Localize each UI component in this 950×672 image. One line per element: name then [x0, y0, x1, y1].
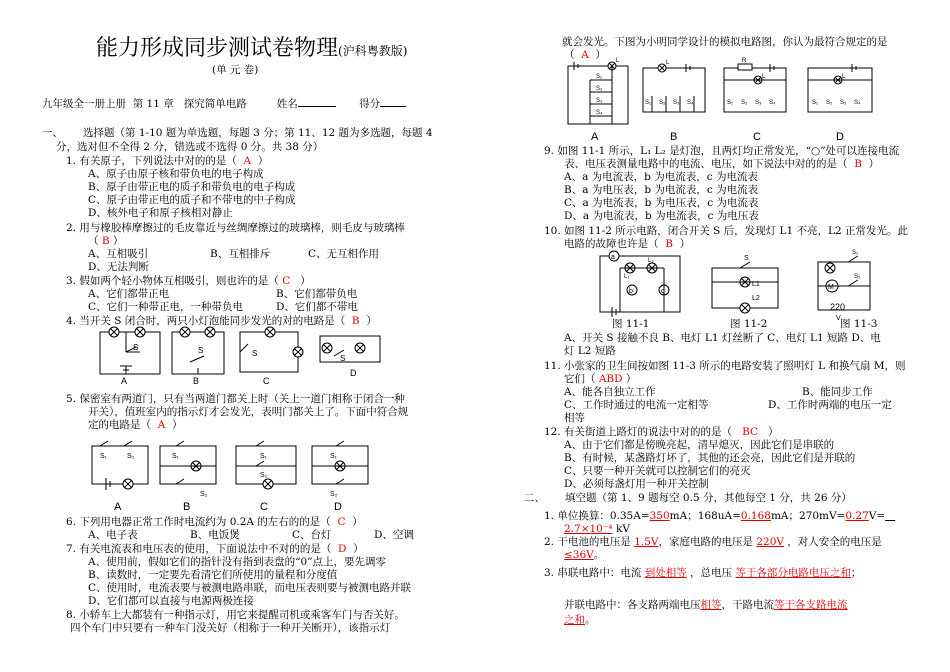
q8-a-s2: S₂ [596, 86, 603, 92]
section1-line1: 一、 选择题（第 1-10 题为单选题，每题 3 分；第 11、12 题为多选题，每题 4 [42, 127, 433, 139]
q1-option-c: C、原子由带正电的质子和不带电的中子构成 [88, 194, 296, 206]
q4-d-switch: S [340, 354, 346, 363]
q6-option-d: D、空调 [374, 529, 414, 541]
q8-a-s3: S₃ [596, 98, 603, 104]
q12-option-c: C、只要一种开关就可以控制它们的亮灭 [564, 465, 751, 477]
q7-option-d: D、它们都可以直接与电源两极连接 [88, 595, 254, 607]
q3-option-b: B、它们都带负电 [276, 288, 358, 300]
q8-c-res: R [742, 58, 747, 64]
q4-label-a: A [121, 376, 128, 386]
fig1-caption: 图 11-1 [612, 318, 650, 330]
q8-c-s1: S₁ [727, 100, 734, 106]
fill2-line2: ≤36V。 [564, 549, 605, 561]
fig1-l1: L₁ [624, 274, 630, 280]
fig3-voltage: 220 [830, 302, 846, 312]
q11-option-b: B、能同步工作 [802, 386, 873, 398]
q12-stem: 12. 有关街道上路灯的说法中对的的是（ BC ） [544, 426, 779, 438]
q4-label-d: D [350, 368, 357, 378]
q10-options-line1: A、开关 S 接触不良 B、电灯 L1 灯丝断了 C、电灯 L1 短路 D、电 [564, 332, 881, 344]
q4-a-switch: S [133, 343, 139, 352]
q12-option-a: A、由于它们都是傍晚亮起，清早熄灭，因此它们是串联的 [564, 439, 835, 451]
fig1-l2: L₂ [648, 258, 654, 264]
q4-stem: 4. 当开关 S 闭合时，两只小灯泡能同步发光的对的电路是（ B ） [66, 315, 377, 327]
q7-option-c: C、使用时，电流表要与被测电路串联，而电压表则要与被测电路并联 [88, 582, 412, 594]
q6-stem: 6. 下列用电器正常工作时电流约为 0.2A 的左右的的是（ C ） [66, 516, 363, 528]
q5-line1: 5. 保密室有两道门，只有当两道门都关上时（关上一道门相称于闭合一种 [66, 393, 405, 405]
q8-d-s2: S₂ [826, 100, 833, 106]
q8-b-s2: S₂ [659, 100, 666, 106]
q9-option-d: D、a 为电流表，b 为电流表，c 为电压表 [564, 210, 759, 222]
q9-option-b: B、a 为电压表，b 为电流表，c 为电流表 [564, 184, 759, 196]
q9-line1: 9. 如图 11-1 所示，L₁ L₂ 是灯泡，且两灯均正常发光，“○”处可以连接电流 [544, 145, 900, 157]
q5-line3: 定的电路是（ A ） [88, 419, 183, 431]
q8-answer: （ A ） [564, 49, 606, 61]
q7-stem: 7. 有关电流表和电压表的使用，下面说法中不对的的是（ D ） [66, 543, 364, 555]
q3-option-a: A、它们都带正电 [88, 288, 170, 300]
fill2-line1: 2. 干电池的电压是 1.5V，家庭电路的电压是 220V ，对人安全的电压是 [544, 536, 882, 548]
q8-label-d: D [836, 131, 844, 143]
fig2-caption: 图 11-2 [730, 318, 768, 330]
q3-option-d: D、它们都不带电 [276, 301, 358, 313]
q4-label-c: C [263, 376, 270, 386]
fig1-a: a [611, 254, 615, 261]
q8-label-a: A [591, 131, 599, 143]
q3-stem: 3. 假如两个轻小物体互相吸引，则也许的是（ C ） [66, 275, 311, 287]
q10-line2: 电路的故障也许是（ B ） [564, 238, 691, 250]
q6-option-b: B、电饭煲 [190, 529, 240, 541]
q5-c-s1: S₁ [260, 453, 268, 460]
q8-b-s4: S₄ [687, 100, 694, 106]
fill3-line1: 3. 串联电路中：电流 到处相等 ，总电压 等于各部分电路电压之和； [544, 567, 862, 579]
q8-a-lamp: L [616, 58, 620, 64]
q9-option-c: C、a 为电流表，b 为电压表，c 为电流表 [564, 197, 759, 209]
q5-b-s2: S₂ [200, 491, 208, 498]
q11-line1: 11. 小张家的卫生间按如图 11-3 所示的电路安装了照明灯 L 和换气扇 M，则 [544, 360, 906, 372]
q8-c-s3: S₃ [755, 100, 762, 106]
q8-c-lamp: L [762, 74, 766, 80]
q7-option-b: B、读数时，一定要先看清它们所使用的量程和分度值 [88, 569, 338, 581]
fig3-s2: S₂ [854, 274, 861, 280]
fig3-voltage-unit: V [836, 315, 841, 322]
q1-option-b: B、原子由带正电的质子和带负电的电子构成 [88, 181, 296, 193]
q8-c-s2: S₂ [741, 100, 748, 106]
q7-option-a: A、使用前，假如它们的指针没有指到表盘的“0”点上，要先调零 [88, 556, 386, 568]
q4-label-b: B [193, 376, 200, 386]
q2-answer: （ B ） [88, 235, 124, 247]
q8-a-s1: S₁ [596, 74, 603, 80]
q8-a-s4: S₄ [596, 110, 603, 116]
fill1-line2: 2.7×10⁻⁴ kV [564, 523, 630, 535]
q5-label-b: B [183, 501, 191, 513]
q5-label-a: A [114, 501, 122, 513]
section1-line2: 分，选对但不全得 2 分，错选或不选得 0 分。共 38 分） [56, 141, 324, 153]
fig1-c: c [661, 288, 665, 295]
q10-line1: 10. 如图 11-2 所示电路，闭合开关 S 后，发现灯 L1 不亮，L2 正常发光。此 [544, 225, 908, 237]
q11-line2: 它们（ ABD ） [564, 373, 637, 385]
q12-option-b: B、有时候，某盏路灯坏了，其他的还会亮，因此它们是并联的 [564, 452, 856, 464]
q8-line1: 8. 小轿车上大都装有一种指示灯，用它来提醒司机或乘客车门与否关好。 [66, 609, 405, 621]
q8-label-c: C [753, 131, 761, 143]
fig2-l1: L1 [752, 281, 760, 288]
q5-a-s1: S₁ [100, 453, 108, 460]
q8-d-s1: S₁ [812, 100, 819, 106]
q6-option-a: A、电子表 [88, 529, 138, 541]
q5-d-s2: S₂ [330, 491, 338, 498]
section2-heading: 二、 填空题（第 1、9 题每空 0.5 分，其他每空 1 分，共 26 分） [524, 492, 852, 504]
q11-option-d: D、工作时两端的电压一定 [768, 399, 892, 411]
q1-stem: 1. 有关原子，下列说法中对的的是（ A ） [66, 155, 269, 167]
q1-option-a: A、原子由原子核和带负电的电子构成 [88, 168, 264, 180]
q8-b-s3: S₃ [673, 100, 680, 106]
fill1-line1: 1. 单位换算：0.35A=350mA；168uA=0.168mA；270mV=0.27V= [544, 510, 886, 522]
q2-option-b: B、互相排斥 [210, 248, 271, 260]
fig2-l2: L2 [752, 295, 760, 302]
q5-b-s1: S₁ [172, 453, 180, 460]
q8-d-lamp: L [842, 74, 846, 80]
q2-option-d: D、无法判断 [88, 261, 149, 273]
q4-c-switch: S [252, 349, 258, 358]
q4-b-switch: S [198, 346, 204, 355]
q11-option-a: A、能各自独立工作 [564, 386, 656, 398]
q8-c-s4: S₄ [769, 100, 776, 106]
fig3-caption: 图 11-3 [840, 318, 878, 330]
q12-option-d: D、必须每盏灯用一种开关控制 [564, 478, 709, 490]
header-info-line: 九年级全一册上册 第 11 章 探究简单电路 姓名 得分 [42, 96, 406, 111]
fig2-s: S [744, 255, 749, 262]
q5-label-c: C [260, 501, 268, 513]
q11-option-d2: 相等 [564, 412, 585, 424]
q8-label-b: B [670, 131, 678, 143]
q5-c-s2: S₂ [260, 472, 268, 479]
fig1-b: b [629, 288, 633, 295]
q10-options-line2: 灯 L2 短路 [564, 345, 616, 357]
q9-line2: 表、电压表测量电路中的电流、电压，如下说法中对的的是（ B ） [564, 158, 880, 170]
q8-line2: 四个车门中只要有一种车门没关好（相称于一种开关断开），该指示灯 [70, 622, 391, 634]
q9-option-a: A、a 为电流表，b 为电流表，c 为电流表 [564, 171, 758, 183]
q5-d-s1: S₁ [330, 453, 338, 460]
q2-option-c: C、无互相作用 [308, 248, 380, 260]
q6-option-c: C、台灯 [292, 529, 332, 541]
q5-line2: 开关），值班室内的指示灯才会发光，表明门都关上了。下面中符合规 [88, 406, 409, 418]
figure-11-2 [712, 262, 778, 313]
fig3-motor: M [828, 284, 834, 291]
fill3-line3: 之和。 [564, 614, 596, 626]
fill3-line2: 并联电路中：各支路两端电压相等，干路电流等于各支路电流 [564, 599, 848, 611]
unit-label: (单 元 卷) [212, 64, 259, 76]
fig3-s1: S₁ [852, 250, 859, 256]
q1-option-d: D、核外电子和原子核相对静止 [88, 207, 233, 219]
q11-option-c: C、工作时通过的电流一定相等 [564, 399, 709, 411]
q8-b-lamp: L [666, 60, 670, 66]
q8-line3: 就会发光。下图为小明同学设计的模拟电路图，你认为最符合规定的是 [562, 36, 888, 48]
q5-label-d: D [334, 501, 342, 513]
q2-stem: 2. 用与橡胶棒摩擦过的毛皮靠近与丝绸摩擦过的玻璃棒，则毛皮与玻璃棒 [66, 222, 405, 234]
exam-title: 能力形成同步测试卷物理(沪科粤教版) [96, 36, 408, 61]
q3-option-c: C、它们一种带正电，一种带负电 [88, 301, 244, 313]
q8-b-s1: S₁ [645, 100, 652, 106]
q8-d-s4: S₄ [854, 100, 861, 106]
q8-d-s3: S₃ [840, 100, 847, 106]
q2-option-a: A、互相吸引 [88, 248, 149, 260]
q5-a-s2: S₂ [127, 453, 135, 460]
